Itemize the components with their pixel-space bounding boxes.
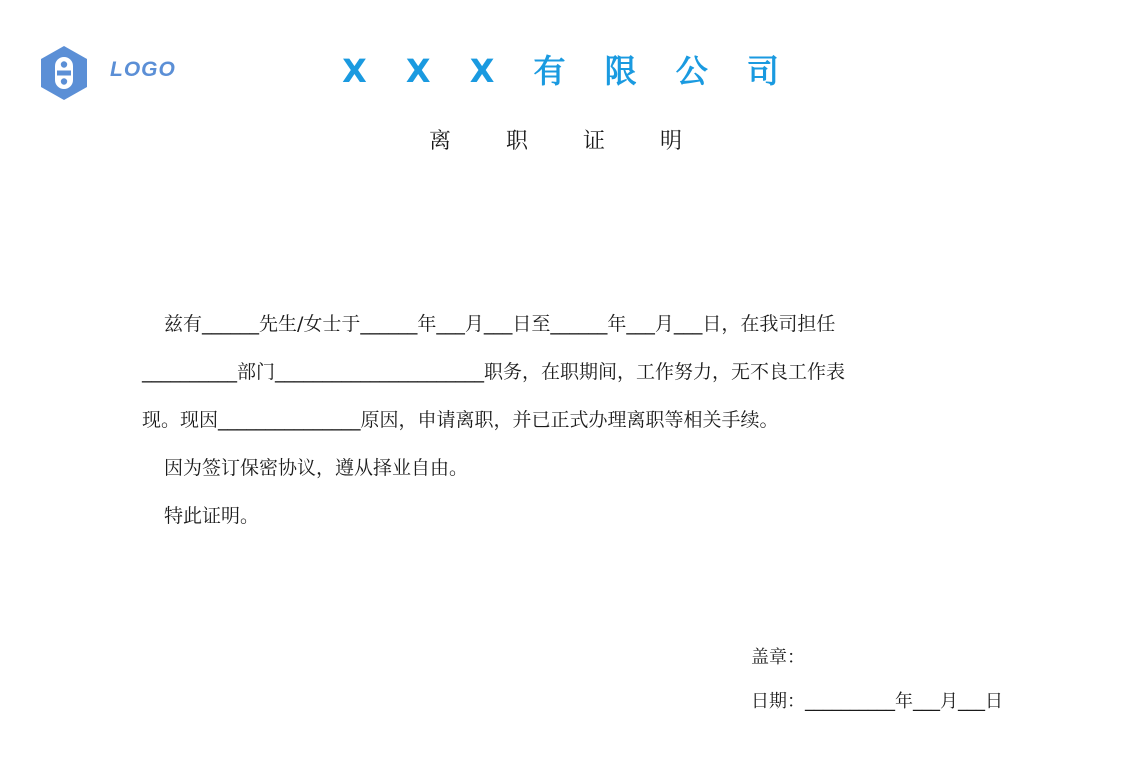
seal-label: 盖章： — [751, 647, 805, 668]
body-line-3: 现。现因_______________原因，申请离职，并已正式办理离职等相关手续。 — [142, 409, 779, 431]
signature-block — [751, 636, 1003, 724]
body-line-2: __________部门______________________职务，在职期间，工作努力，无不良工作表 — [142, 361, 846, 383]
document-title: 离 职 证 明 — [429, 129, 706, 154]
logo-text: LOGO — [110, 58, 176, 81]
certificate-body — [142, 300, 992, 540]
body-line-4: 因为签订保密协议，遵从择业自由。 — [164, 457, 469, 479]
company-name: X X X 有 限 公 司 — [342, 52, 793, 90]
body-line-5: 特此证明。 — [164, 505, 260, 527]
body-line-1: 兹有______先生/女士于______年___月___日至______年___月___日，在我司担任 — [164, 313, 836, 335]
date-label: 日期：__________年___月___日 — [751, 691, 1003, 712]
